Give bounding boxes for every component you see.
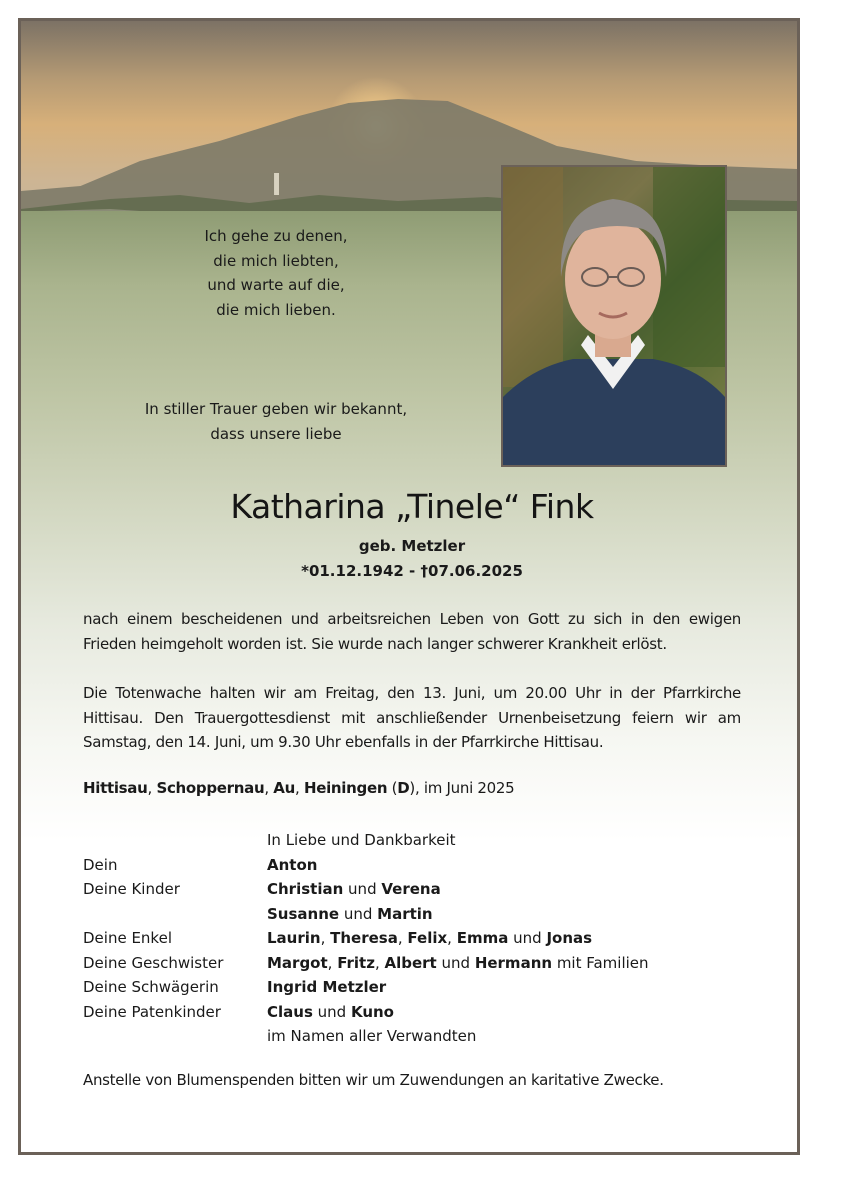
poem-line: die mich lieben. xyxy=(216,300,336,319)
relative-name: Theresa xyxy=(330,929,398,947)
connector-text: und xyxy=(339,904,378,923)
intro-line: In stiller Trauer geben wir bekannt, xyxy=(144,400,408,418)
relative-name: Kuno xyxy=(350,1002,394,1021)
family-row xyxy=(83,877,649,902)
portrait-photo xyxy=(501,165,727,467)
relation-label: Deine Kinder xyxy=(83,880,180,898)
relative-name: Albert xyxy=(384,953,437,972)
connector-text: mit Familien xyxy=(552,953,649,972)
connector-text: , xyxy=(397,929,408,947)
family-rows xyxy=(83,853,649,1049)
intro-line: dass unsere liebe xyxy=(210,424,342,443)
separator: ( xyxy=(387,779,398,797)
connector-text: , xyxy=(374,953,385,972)
relative-names xyxy=(267,1024,476,1049)
places-and-date xyxy=(83,779,514,797)
connector-text: und xyxy=(508,929,547,947)
family-heading: In Liebe und Dankbarkeit xyxy=(267,831,456,849)
relative-names xyxy=(267,902,433,927)
separator: , xyxy=(295,779,304,797)
relation-label: Deine Enkel xyxy=(83,929,172,947)
poem-line: Ich gehe zu denen, xyxy=(204,227,348,245)
relative-name: Laurin xyxy=(267,929,321,947)
relation-label: Deine Schwägerin xyxy=(83,978,219,996)
connector-text: und xyxy=(343,880,382,898)
date-text: ), im Juni 2025 xyxy=(409,779,515,797)
family-list xyxy=(83,828,649,1049)
place: Hittisau xyxy=(83,779,148,797)
portrait-illustration xyxy=(503,167,725,465)
connector-text: , xyxy=(327,953,338,972)
relative-names xyxy=(267,926,592,951)
place: Au xyxy=(273,779,295,797)
relation-label: Deine Patenkinder xyxy=(83,1002,221,1021)
relative-name: Felix xyxy=(407,929,448,947)
relative-name: Susanne xyxy=(267,904,340,923)
family-row xyxy=(83,975,649,1000)
family-row xyxy=(83,902,649,927)
poem-line: die mich liebten, xyxy=(213,251,339,270)
connector-text: und xyxy=(312,1002,351,1021)
relative-names xyxy=(267,951,649,976)
place: Heiningen xyxy=(303,779,388,797)
place: Schoppernau xyxy=(156,779,265,797)
relative-name: Emma xyxy=(456,929,509,947)
connector-text: im Namen aller Verwandten xyxy=(267,1027,477,1045)
announcement-intro xyxy=(131,397,421,446)
relative-name: Anton xyxy=(267,855,318,874)
poem-line: und warte auf die, xyxy=(207,276,345,294)
family-row xyxy=(83,853,649,878)
relative-names xyxy=(267,1000,394,1025)
paragraph-funeral-details: Die Totenwache halten wir am Freitag, den 13. Juni, um 20.00 Uhr in der Pfarrkirche Hittisau. Den Trauergottesdienst mit anschließender Urnenbeisetzung feiern wir am Samstag, den 14. Juni, um 9.30 Uhr ebenfalls in der Pfarrkirche Hittisau. xyxy=(83,684,741,751)
relative-names xyxy=(267,975,386,1000)
family-heading-row xyxy=(83,828,649,853)
relative-name: Ingrid Metzler xyxy=(267,978,387,996)
separator: , xyxy=(147,779,157,797)
connector-text: und xyxy=(436,953,475,972)
relative-name: Martin xyxy=(377,904,433,923)
closing-note: Anstelle von Blumenspenden bitten wir um Zuwendungen an karitative Zwecke. xyxy=(83,1071,664,1089)
obituary-card xyxy=(18,18,800,1155)
born-name: geb. Metzler xyxy=(358,537,466,555)
family-row xyxy=(83,951,649,976)
family-row xyxy=(83,1024,649,1049)
connector-text: , xyxy=(447,929,457,947)
paragraph-death-notice: nach einem bescheidenen und arbeitsreichen Leben von Gott zu sich in den ewigen Frieden heimgeholt worden ist. Sie wurde nach langer schwerer Krankheit erlöst. xyxy=(83,610,741,653)
deceased-name: Katharina „Tinele“ Fink xyxy=(230,487,594,526)
relative-name: Hermann xyxy=(474,953,553,972)
family-row xyxy=(83,1000,649,1025)
relative-name: Fritz xyxy=(337,953,375,972)
relative-name: Christian xyxy=(267,880,344,898)
relative-names xyxy=(267,853,317,878)
poem xyxy=(183,224,369,322)
relation-label: Deine Geschwister xyxy=(83,953,224,972)
relative-name: Verena xyxy=(381,880,441,898)
relative-names xyxy=(267,877,441,902)
relation-label: Dein xyxy=(83,855,118,874)
relation-label xyxy=(83,1024,267,1049)
relative-name: Claus xyxy=(267,1002,313,1021)
connector-text: , xyxy=(320,929,331,947)
relative-name: Margot xyxy=(267,953,328,972)
family-row xyxy=(83,926,649,951)
country-code: D xyxy=(397,779,410,797)
relative-name: Jonas xyxy=(546,929,593,947)
life-dates: *01.12.1942 - †07.06.2025 xyxy=(301,562,523,580)
relation-label xyxy=(83,902,267,927)
separator: , xyxy=(264,779,274,797)
